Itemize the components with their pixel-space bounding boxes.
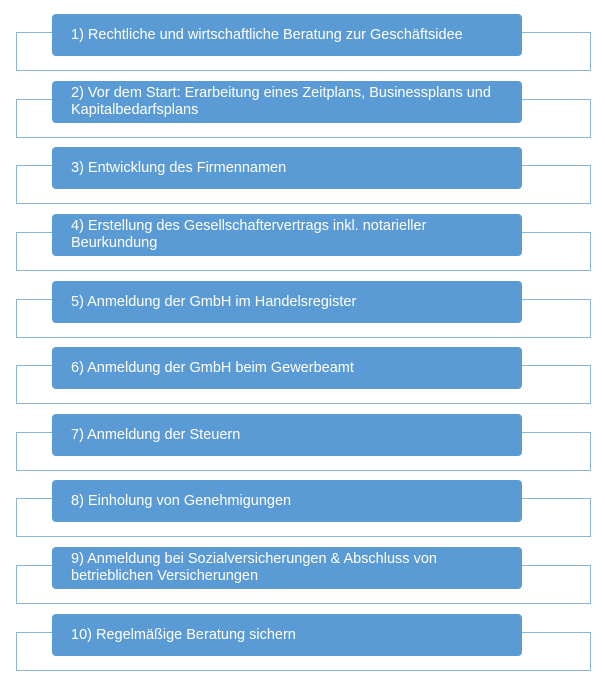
step-6-box xyxy=(52,347,522,389)
step-1-label: 1) Rechtliche und wirtschaftliche Beratung zur Geschäftsidee xyxy=(71,26,463,43)
step-7-box xyxy=(52,414,522,456)
step-10 xyxy=(0,614,605,673)
step-1-box xyxy=(52,14,522,56)
step-2-label: 2) Vor dem Start: Erarbeitung eines Zeitplans, Businessplans und Kapitalbedarfsplans xyxy=(71,85,491,118)
step-3-box xyxy=(52,147,522,189)
step-10-box xyxy=(52,614,522,656)
step-10-label: 10) Regelmäßige Beratung sichern xyxy=(71,626,296,643)
step-6 xyxy=(0,347,605,406)
step-3 xyxy=(0,147,605,206)
step-8-label: 8) Einholung von Genehmigungen xyxy=(71,492,292,509)
step-7 xyxy=(0,414,605,473)
step-5 xyxy=(0,281,605,340)
step-9 xyxy=(0,547,605,606)
step-9-label: 9) Anmeldung bei Sozialversicherungen & Abschluss von betrieblichen Versicherungen xyxy=(71,551,437,584)
step-4 xyxy=(0,214,605,273)
step-8 xyxy=(0,480,605,539)
step-2-box xyxy=(52,81,522,123)
step-4-box xyxy=(52,214,522,256)
step-9-box xyxy=(52,547,522,589)
step-5-label: 5) Anmeldung der GmbH im Handelsregister xyxy=(71,293,357,310)
step-7-label: 7) Anmeldung der Steuern xyxy=(71,426,241,443)
step-2 xyxy=(0,81,605,140)
step-5-box xyxy=(52,281,522,323)
step-6-label: 6) Anmeldung der GmbH beim Gewerbeamt xyxy=(71,359,354,376)
step-8-box xyxy=(52,480,522,522)
step-3-label: 3) Entwicklung des Firmennamen xyxy=(71,159,287,176)
step-4-label: 4) Erstellung des Gesellschaftervertrags inkl. notarieller Beurkundung xyxy=(71,218,427,251)
step-1 xyxy=(0,14,605,73)
